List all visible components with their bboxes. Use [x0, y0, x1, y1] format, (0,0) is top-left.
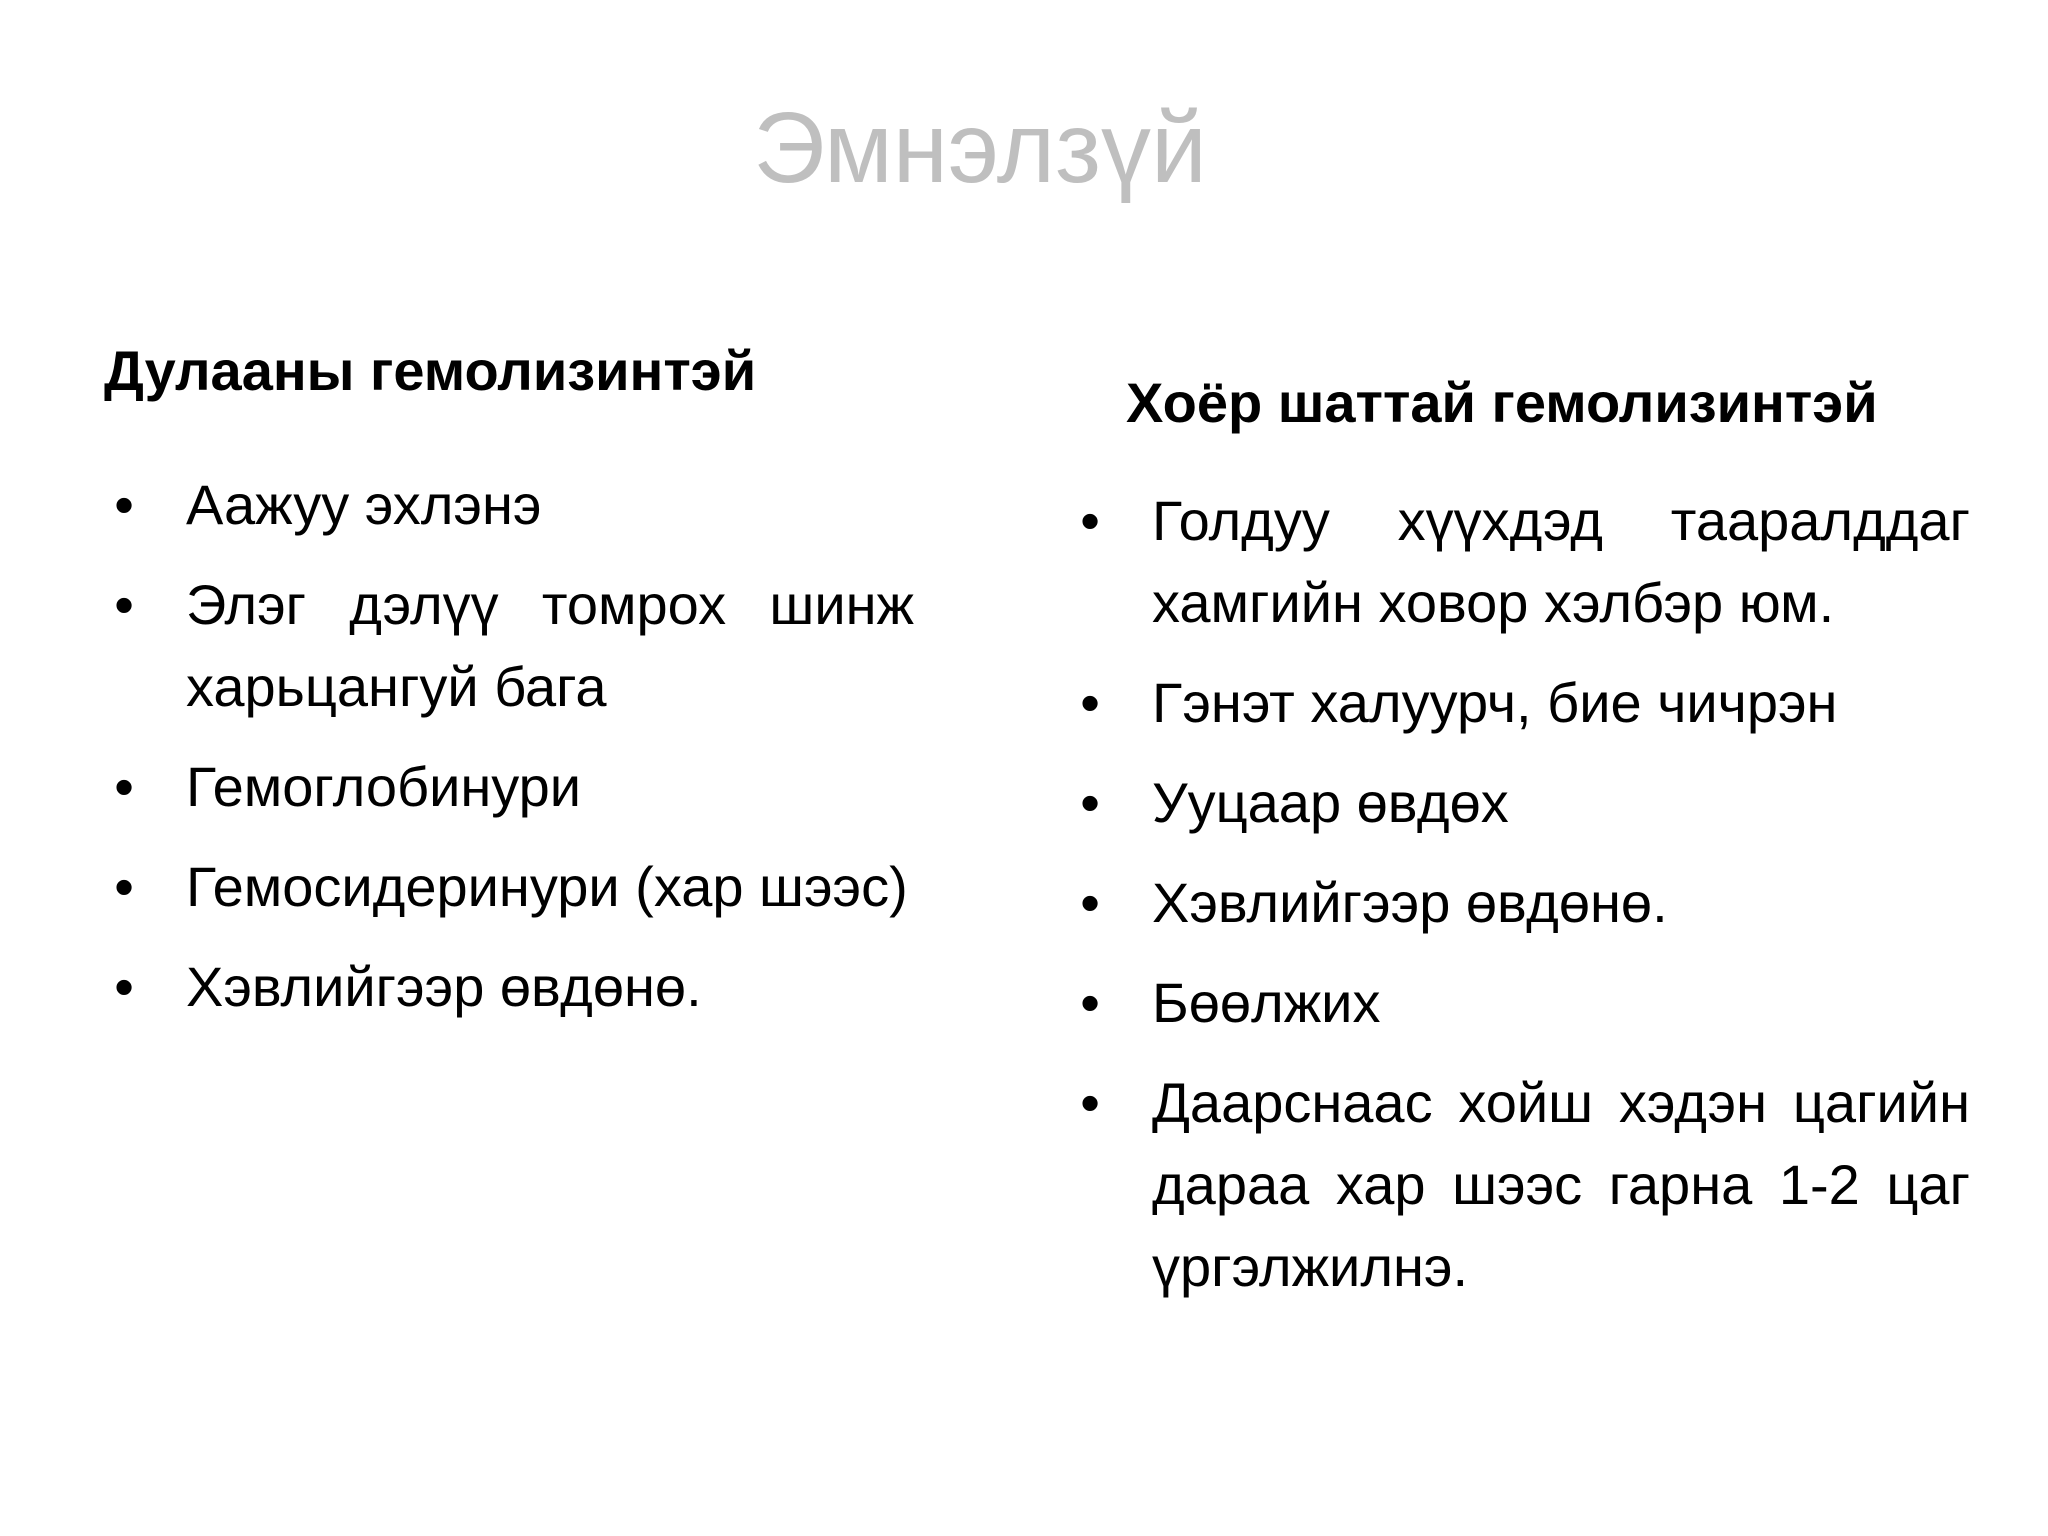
- bullet-marker: •: [1080, 671, 1100, 734]
- list-item: [104, 564, 914, 728]
- list-item: [1070, 962, 1970, 1044]
- bullet-marker: •: [1080, 971, 1100, 1034]
- bullet-marker: •: [114, 473, 134, 536]
- bullet-marker: •: [114, 573, 134, 636]
- bullet-marker: •: [1080, 771, 1100, 834]
- list-item: [104, 946, 914, 1028]
- bullet-marker: •: [114, 955, 134, 1018]
- list-item-text: Элэг дэлүү томрох шинж харьцангуй бага: [186, 573, 914, 718]
- bullet-marker: •: [1080, 489, 1100, 552]
- bullet-marker: •: [114, 755, 134, 818]
- list-item: [1070, 862, 1970, 944]
- list-item-text: Голдуу хүүхдэд тааралддаг хамгийн ховор хэлбэр юм.: [1152, 489, 1970, 634]
- list-item-text: Хэвлийгээр өвдөнө.: [1152, 871, 1668, 934]
- bullet-marker: •: [114, 855, 134, 918]
- list-item: [1070, 1062, 1970, 1308]
- list-item: [1070, 762, 1970, 844]
- list-item-text: Бөөлжих: [1152, 971, 1381, 1034]
- list-item-text: Гемосидеринури (хар шээс): [186, 855, 908, 918]
- bullet-marker: •: [1080, 1071, 1100, 1134]
- list-item: [1070, 662, 1970, 744]
- list-item: [104, 846, 914, 928]
- right-bullet-list: [1070, 480, 1970, 1326]
- left-bullet-list: [104, 464, 914, 1046]
- list-item-text: Гэнэт халуурч, бие чичрэн: [1152, 671, 1838, 734]
- list-item-text: Ууцаар өвдөх: [1152, 771, 1509, 834]
- list-item: [104, 746, 914, 828]
- left-column-heading: Дулааны гемолизинтэй: [104, 339, 757, 402]
- right-column-heading: Хоёр шаттай гемолизинтэй: [1126, 371, 1878, 434]
- list-item-text: Аажуу эхлэнэ: [186, 473, 542, 536]
- slide-title: Эмнэлзүй: [753, 92, 1207, 204]
- list-item-text: Даарснаас хойш хэдэн цагийн дараа хар шээс гарна 1-2 цаг үргэлжилнэ.: [1152, 1071, 1970, 1298]
- list-item: [104, 464, 914, 546]
- bullet-marker: •: [1080, 871, 1100, 934]
- list-item: [1070, 480, 1970, 644]
- list-item-text: Хэвлийгээр өвдөнө.: [186, 955, 702, 1018]
- list-item-text: Гемоглобинури: [186, 755, 582, 818]
